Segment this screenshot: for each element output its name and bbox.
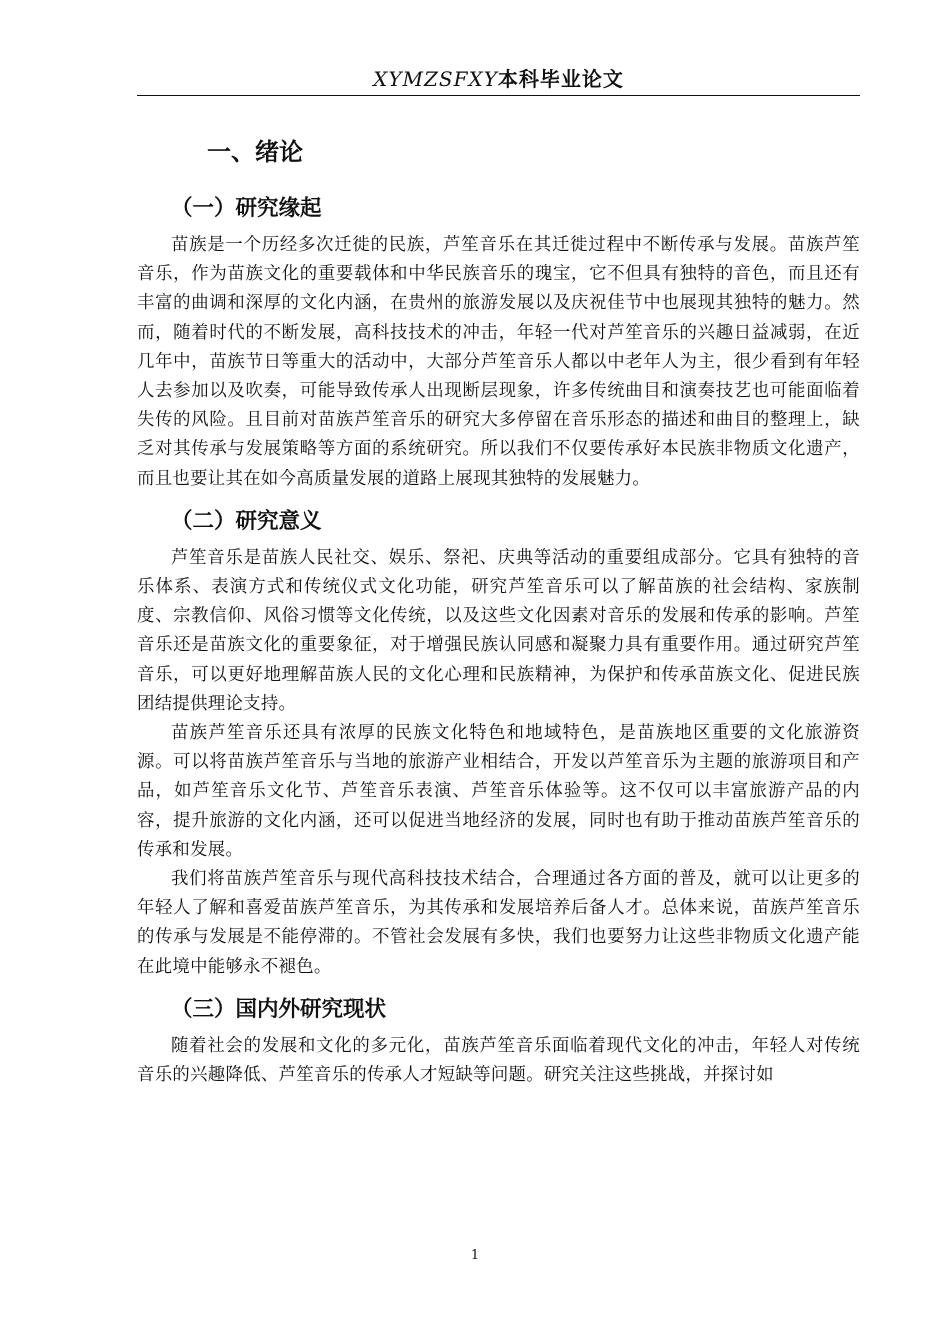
running-header — [137, 62, 860, 96]
header-divider — [137, 95, 860, 96]
header-cjk-text: 本科毕业论文 — [497, 67, 624, 91]
chapter-title: 一、绪论 — [207, 138, 303, 166]
header-latin-text: XYMZSFXY — [373, 67, 498, 91]
body-paragraph: 苗族是一个历经多次迁徙的民族，芦笙音乐在其迁徙过程中不断传承与发展。苗族芦笙音乐，作为苗族文化的重要载体和中华民族音乐的瑰宝，它不但具有独特的音色，而且还有丰富的曲调和深厚的文化内涵，在贵州的旅游发展以及庆祝佳节中也展现其独特的魅力。然而，随着时代的不断发展，高科技技术的冲击，年轻一代对芦笙音乐的兴趣日益减弱，在近几年中，苗族节日等重大的活动中，大部分芦笙音乐人都以中老年人为主，很少看到有年轻人去参加以及吹奏，可能导致传承人出现断层现象，许多传统曲目和演奏技艺也可能面临着失传的风险。且目前对苗族芦笙音乐的研究大多停留在音乐形态的描述和曲目的整理上，缺乏对其传承与发展策略等方面的系统研究。所以我们不仅要传承好本民族非物质文化遗产，而且也要让其在如今高质量发展的道路上展现其独特的发展魅力。 — [137, 235, 860, 489]
body-content — [137, 130, 860, 1090]
section-heading: （一）研究缘起 — [171, 196, 322, 221]
body-paragraph: 苗族芦笙音乐还具有浓厚的民族文化特色和地域特色，是苗族地区重要的文化旅游资源。可以将苗族芦笙音乐与当地的旅游产业相结合，开发以芦笙音乐为主题的旅游项目和产品，如芦笙音乐文化节、芦笙音乐表演、芦笙音乐体验等。这不仅可以丰富旅游产品的内容，提升旅游的文化内涵，还可以促进当地经济的发展，同时也有助于推动苗族芦笙音乐的传承和发展。 — [137, 723, 860, 860]
body-paragraph: 随着社会的发展和文化的多元化，苗族芦笙音乐面临着现代文化的冲击，年轻人对传统音乐的兴趣降低、芦笙音乐的传承人才短缺等问题。研究关注这些挑战，并探讨如 — [137, 1035, 860, 1086]
page-number: 1 — [470, 1248, 480, 1263]
body-paragraph: 我们将苗族芦笙音乐与现代高科技技术结合，合理通过各方面的普及，就可以让更多的年轻人了解和喜爱苗族芦笙音乐，为其传承和发展培养后备人才。总体来说，苗族芦笙音乐的传承与发展是不能停滞的。不管社会发展有多快，我们也要努力让这些非物质文化遗产能在此境中能够永不褪色。 — [137, 869, 860, 977]
section-heading: （三）国内外研究现状 — [171, 996, 387, 1022]
section-heading: （二）研究意义 — [171, 508, 322, 534]
body-paragraph: 芦笙音乐是苗族人民社交、娱乐、祭祀、庆典等活动的重要组成部分。它具有独特的音乐体系、表演方式和传统仪式文化功能，研究芦笙音乐可以了解苗族的社会结构、家族制度、宗教信仰、风俗习惯等文化传统，以及这些文化因素对音乐的发展和传承的影响。芦笙音乐还是苗族文化的重要象征，对于增强民族认同感和凝聚力具有重要作用。通过研究芦笙音乐，可以更好地理解苗族人民的文化心理和民族精神，为保护和传承苗族文化、促进民族团结提供理论支持。 — [137, 547, 860, 714]
